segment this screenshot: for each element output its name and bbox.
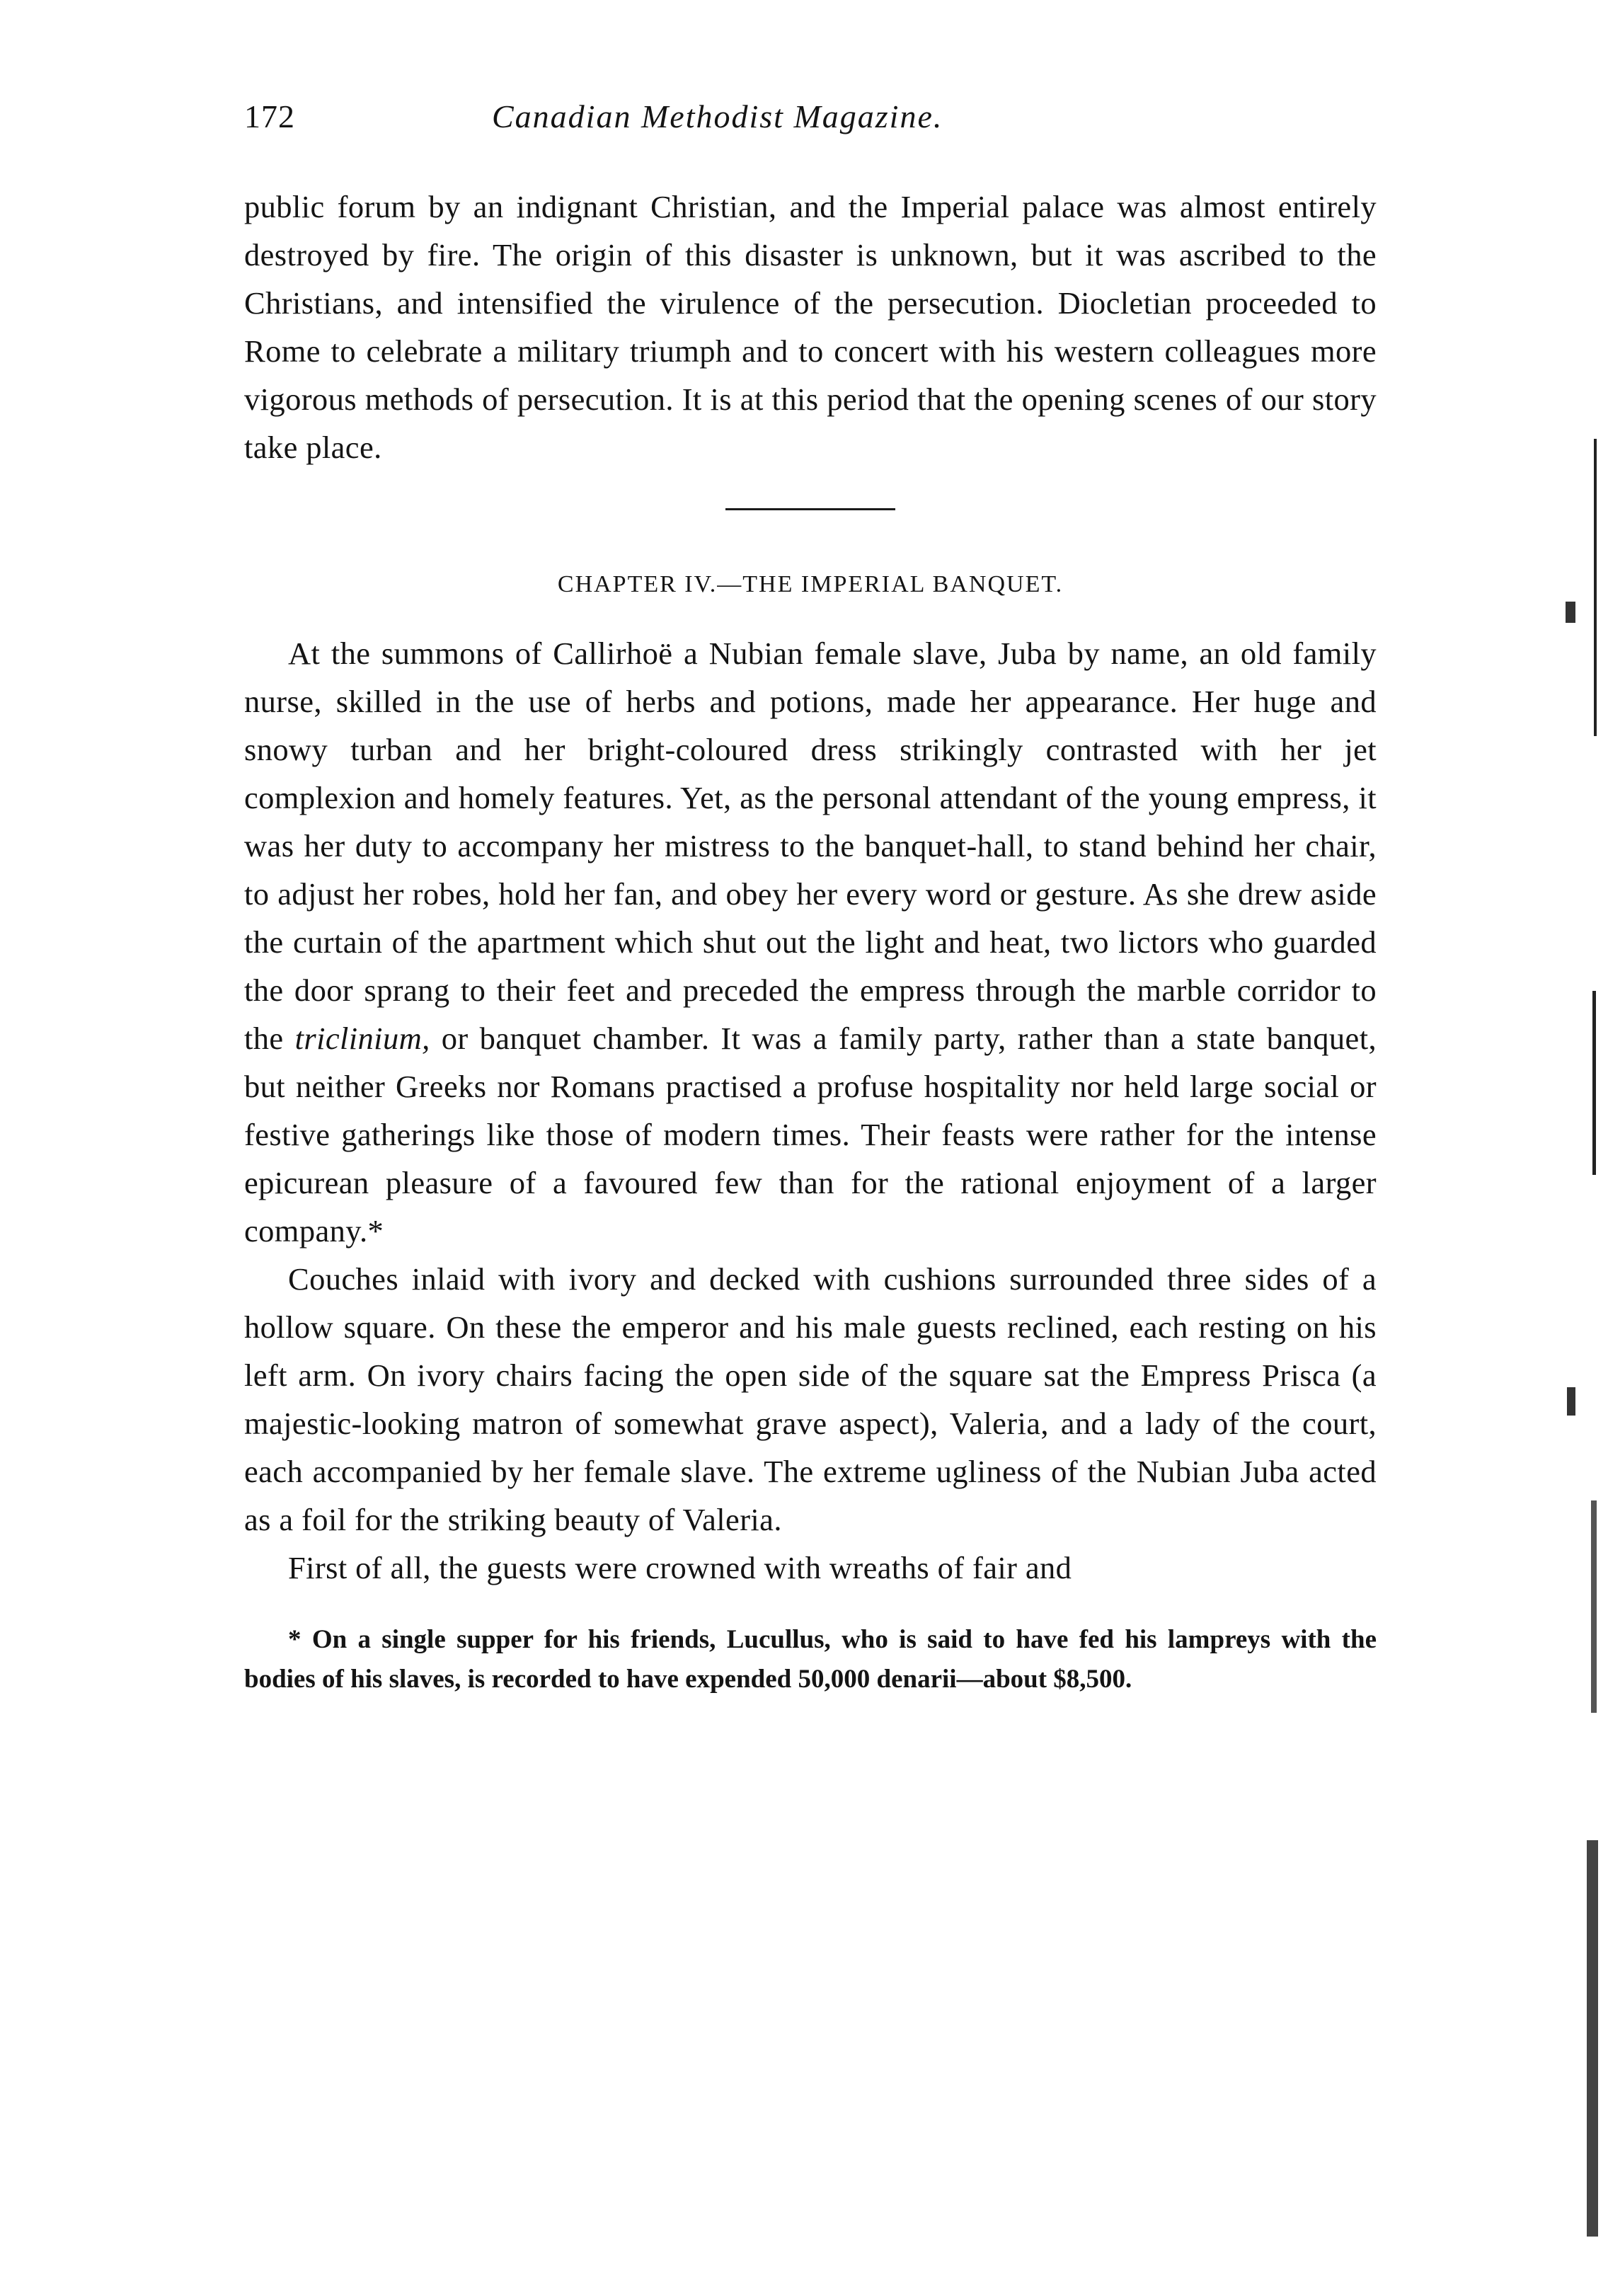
triclinium-term: triclinium, (294, 1021, 430, 1056)
paragraph-1-start: At the summons of Callirhoë a Nubian female slave, Juba by name, an old family nurse, skilled in the use of herbs and potions, made her appearance. Her huge and snowy turban and her bright-coloured dress strikingly contrasted with her jet complexion and homely features. Yet, as the personal attendant of the young empress, it was her duty to accompany her mistress to the banquet-hall, to stand behind her chair, to adjust her robes, hold her fan, and obey her every word or gesture. As she drew aside the curtain of the apartment which shut out the light and heat, two lictors who guarded the door sprang to their feet and preceded the empress through the marble corridor to the (244, 636, 1377, 1056)
paragraph-1-end: or banquet chamber. It was a family party, rather than a state banquet, but neither Greeks nor Romans practised a profuse hospitality nor held large social or festive gatherings like those of modern times. Their feasts were rather for the intense epicurean pleasure of a favoured few than for the rational enjoyment of a larger company.* (244, 1021, 1377, 1249)
chapter-paragraph-2: Couches inlaid with ivory and decked with cushions surrounded three sides of a hollow square. On these the emperor and his male guests reclined, each resting on his left arm. On ivory chairs facing the open side of the square sat the Empress Prisca (a majestic-looking matron of somewhat grave aspect), Valeria, and a lady of the court, each accompanied by her female slave. The extreme ugliness of the Nubian Juba acted as a foil for the striking beauty of Valeria. (244, 1261, 1377, 1537)
magazine-title: Canadian Methodist Magazine. (492, 98, 943, 134)
book-page (244, 92, 1377, 1699)
scan-edge-artifact (1566, 439, 1600, 2237)
chapter-heading: CHAPTER IV.—THE IMPERIAL BANQUET. (557, 571, 1064, 597)
intro-paragraph: public forum by an indignant Christian, and the Imperial palace was almost entirely destroyed by fire. The origin of this disaster is unknown, but it was ascribed to the Christians, and intensified the virulence of the persecution. Diocletian proceeded to Rome to celebrate a military triumph and to concert with his western colleagues more vigorous methods of persecution. It is at this period that the opening scenes of our story take place. (244, 189, 1377, 465)
footnote: * On a single supper for his friends, Lucullus, who is said to have fed his lampreys with the bodies of his slaves, is recorded to have expended 50,000 denarii—about $8,500. (244, 1625, 1377, 1694)
chapter-paragraph-1 (244, 629, 1377, 1255)
section-divider (725, 508, 895, 510)
body-text (244, 183, 1377, 1592)
chapter-paragraph-3: First of all, the guests were crowned with wreaths of fair and (288, 1550, 1072, 1585)
running-head (244, 92, 1377, 142)
page-number: 172 (244, 98, 295, 134)
